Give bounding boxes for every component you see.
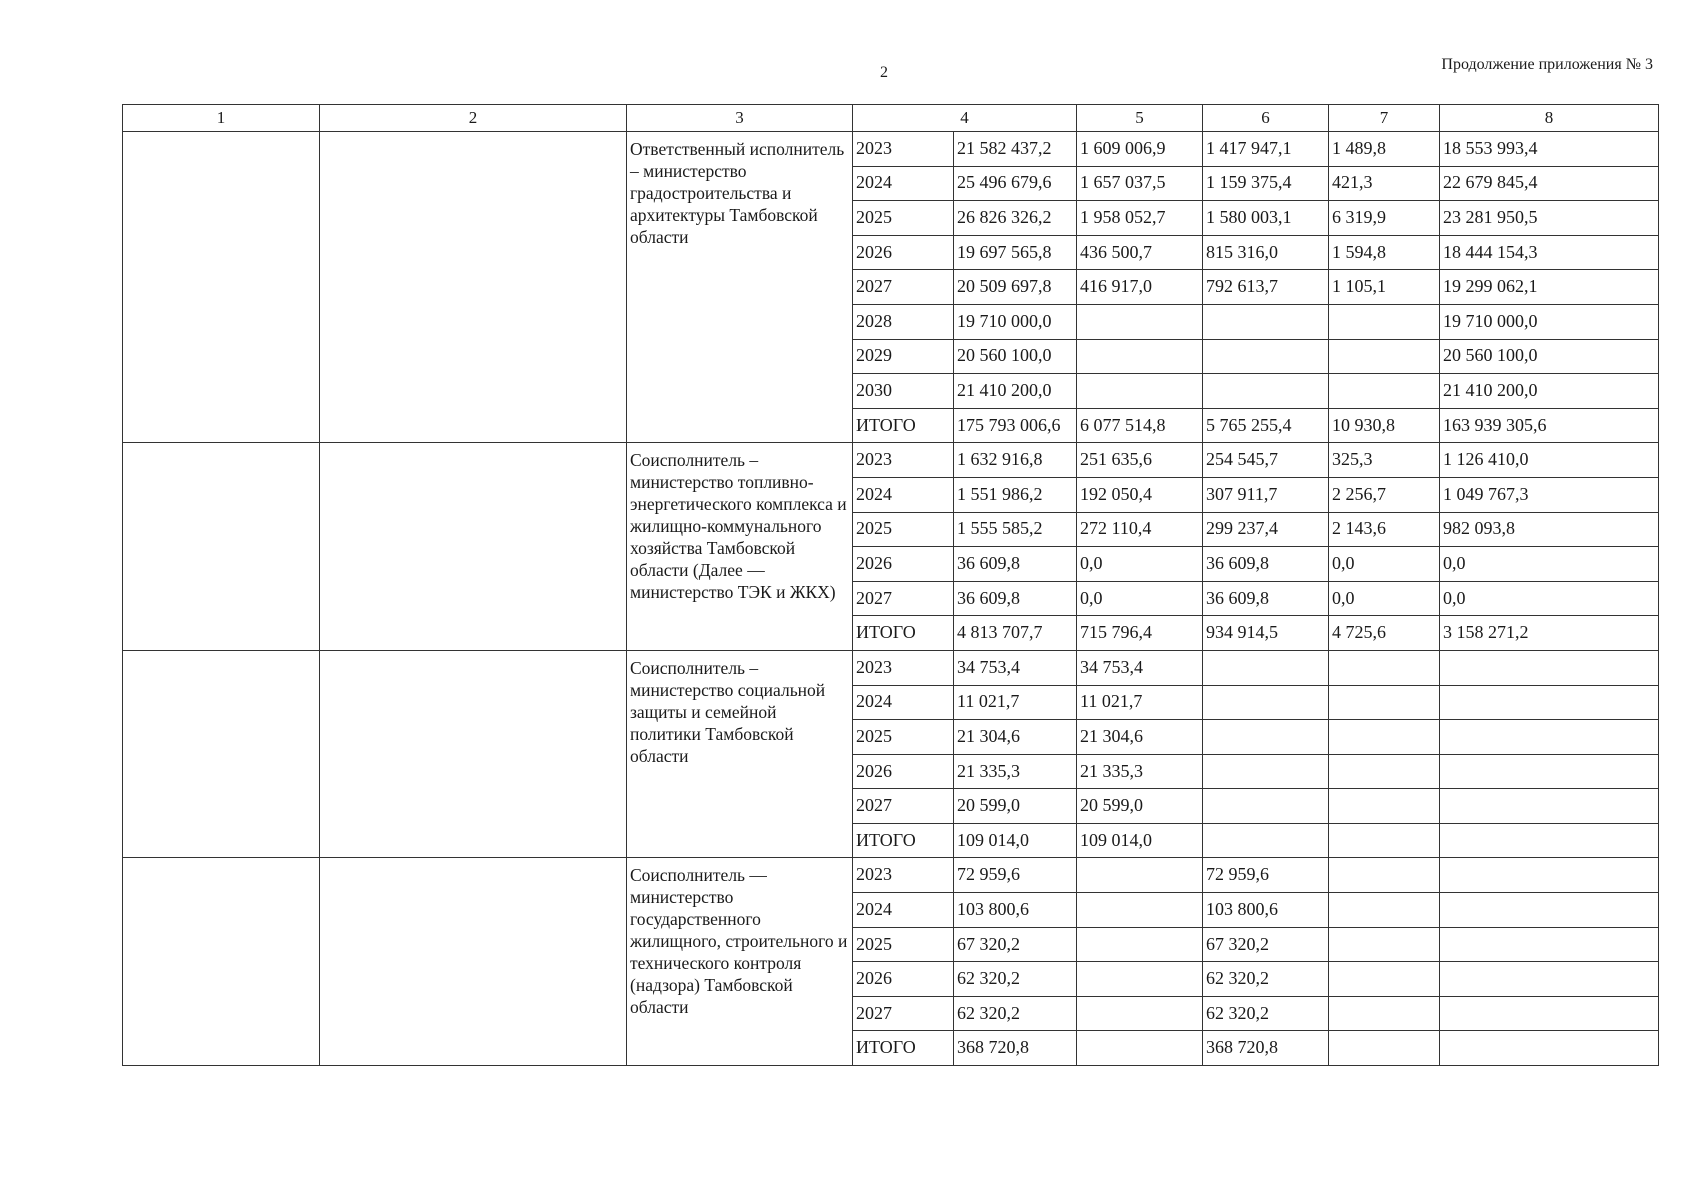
col7-amount-cell: 0,0: [1329, 581, 1440, 616]
year-cell: ИТОГО: [853, 408, 954, 443]
col7-amount-cell: [1329, 823, 1440, 858]
col7-amount-cell: [1329, 754, 1440, 789]
col7-amount-cell: 4 725,6: [1329, 616, 1440, 651]
column-header: 2: [320, 105, 627, 132]
total-amount-cell: 19 710 000,0: [954, 304, 1077, 339]
column-number-row: [123, 105, 1659, 132]
col6-amount-cell: 815 316,0: [1203, 235, 1329, 270]
year-cell: 2024: [853, 477, 954, 512]
total-amount-cell: 20 509 697,8: [954, 270, 1077, 305]
column-header: 8: [1440, 105, 1659, 132]
year-cell: ИТОГО: [853, 616, 954, 651]
column-header: 5: [1077, 105, 1203, 132]
total-amount-cell: 21 582 437,2: [954, 132, 1077, 167]
col6-amount-cell: 254 545,7: [1203, 443, 1329, 478]
total-amount-cell: 1 632 916,8: [954, 443, 1077, 478]
col7-amount-cell: 1 594,8: [1329, 235, 1440, 270]
col8-amount-cell: 19 299 062,1: [1440, 270, 1659, 305]
column-1-cell: [123, 650, 320, 858]
col7-amount-cell: [1329, 789, 1440, 824]
column-2-cell: [320, 132, 627, 443]
col8-amount-cell: [1440, 1031, 1659, 1066]
column-2-cell: [320, 858, 627, 1066]
column-2-cell: [320, 443, 627, 651]
year-cell: 2027: [853, 270, 954, 305]
year-cell: 2023: [853, 858, 954, 893]
col8-amount-cell: 18 444 154,3: [1440, 235, 1659, 270]
col5-amount-cell: 20 599,0: [1077, 789, 1203, 824]
col5-amount-cell: [1077, 962, 1203, 997]
column-header: 3: [627, 105, 853, 132]
column-2-cell: [320, 650, 627, 858]
year-cell: 2026: [853, 754, 954, 789]
col7-amount-cell: [1329, 720, 1440, 755]
year-cell: 2028: [853, 304, 954, 339]
col7-amount-cell: [1329, 304, 1440, 339]
column-1-cell: [123, 443, 320, 651]
column-1-cell: [123, 132, 320, 443]
col7-amount-cell: 10 930,8: [1329, 408, 1440, 443]
year-cell: 2023: [853, 132, 954, 167]
col6-amount-cell: 307 911,7: [1203, 477, 1329, 512]
col6-amount-cell: 792 613,7: [1203, 270, 1329, 305]
total-amount-cell: 109 014,0: [954, 823, 1077, 858]
col5-amount-cell: 1 657 037,5: [1077, 166, 1203, 201]
total-amount-cell: 21 410 200,0: [954, 374, 1077, 409]
col5-amount-cell: 436 500,7: [1077, 235, 1203, 270]
col5-amount-cell: 34 753,4: [1077, 650, 1203, 685]
total-amount-cell: 62 320,2: [954, 962, 1077, 997]
total-amount-cell: 20 560 100,0: [954, 339, 1077, 374]
total-amount-cell: 72 959,6: [954, 858, 1077, 893]
total-amount-cell: 1 555 585,2: [954, 512, 1077, 547]
col6-amount-cell: 36 609,8: [1203, 581, 1329, 616]
appendix-continuation-note: Продолжение приложения № 3: [1441, 56, 1653, 73]
year-cell: 2025: [853, 927, 954, 962]
total-amount-cell: 103 800,6: [954, 893, 1077, 928]
col8-amount-cell: 0,0: [1440, 581, 1659, 616]
total-amount-cell: 36 609,8: [954, 547, 1077, 582]
year-cell: ИТОГО: [853, 1031, 954, 1066]
col6-amount-cell: 62 320,2: [1203, 962, 1329, 997]
total-amount-cell: 21 335,3: [954, 754, 1077, 789]
col7-amount-cell: [1329, 374, 1440, 409]
col6-amount-cell: 103 800,6: [1203, 893, 1329, 928]
col8-amount-cell: [1440, 720, 1659, 755]
col7-amount-cell: [1329, 339, 1440, 374]
executor-cell: Соисполнитель – министерство топливно-энергетического комплекса и жилищно-коммунального хозяйства Тамбовской области (Далее — министерство ТЭК и ЖКХ): [627, 443, 853, 651]
total-amount-cell: 26 826 326,2: [954, 201, 1077, 236]
col5-amount-cell: 11 021,7: [1077, 685, 1203, 720]
col8-amount-cell: 19 710 000,0: [1440, 304, 1659, 339]
col6-amount-cell: [1203, 823, 1329, 858]
col7-amount-cell: [1329, 858, 1440, 893]
col8-amount-cell: 22 679 845,4: [1440, 166, 1659, 201]
col6-amount-cell: 1 417 947,1: [1203, 132, 1329, 167]
col7-amount-cell: 2 256,7: [1329, 477, 1440, 512]
col8-amount-cell: 18 553 993,4: [1440, 132, 1659, 167]
col6-amount-cell: [1203, 339, 1329, 374]
col8-amount-cell: 3 158 271,2: [1440, 616, 1659, 651]
total-amount-cell: 4 813 707,7: [954, 616, 1077, 651]
col7-amount-cell: 1 489,8: [1329, 132, 1440, 167]
col6-amount-cell: 1 580 003,1: [1203, 201, 1329, 236]
col5-amount-cell: 416 917,0: [1077, 270, 1203, 305]
col5-amount-cell: [1077, 339, 1203, 374]
column-header: 6: [1203, 105, 1329, 132]
col8-amount-cell: [1440, 858, 1659, 893]
executor-cell: Соисполнитель – министерство социальной защиты и семейной политики Тамбовской области: [627, 650, 853, 858]
col6-amount-cell: [1203, 650, 1329, 685]
year-cell: 2027: [853, 996, 954, 1031]
total-amount-cell: 25 496 679,6: [954, 166, 1077, 201]
year-cell: 2024: [853, 893, 954, 928]
column-header: 1: [123, 105, 320, 132]
year-cell: 2027: [853, 789, 954, 824]
col5-amount-cell: [1077, 858, 1203, 893]
col5-amount-cell: 715 796,4: [1077, 616, 1203, 651]
col7-amount-cell: [1329, 685, 1440, 720]
table-row: [123, 858, 1659, 893]
col7-amount-cell: 6 319,9: [1329, 201, 1440, 236]
total-amount-cell: 67 320,2: [954, 927, 1077, 962]
col6-amount-cell: [1203, 789, 1329, 824]
column-header: 7: [1329, 105, 1440, 132]
col8-amount-cell: [1440, 650, 1659, 685]
total-amount-cell: 21 304,6: [954, 720, 1077, 755]
col5-amount-cell: 21 335,3: [1077, 754, 1203, 789]
year-cell: 2029: [853, 339, 954, 374]
col6-amount-cell: 36 609,8: [1203, 547, 1329, 582]
col6-amount-cell: 934 914,5: [1203, 616, 1329, 651]
table-row: [123, 650, 1659, 685]
col5-amount-cell: [1077, 374, 1203, 409]
col7-amount-cell: [1329, 650, 1440, 685]
col8-amount-cell: [1440, 893, 1659, 928]
col8-amount-cell: 982 093,8: [1440, 512, 1659, 547]
col8-amount-cell: [1440, 996, 1659, 1031]
col5-amount-cell: [1077, 996, 1203, 1031]
year-cell: 2025: [853, 512, 954, 547]
page-number: 2: [880, 64, 888, 81]
col7-amount-cell: 2 143,6: [1329, 512, 1440, 547]
col5-amount-cell: [1077, 927, 1203, 962]
col8-amount-cell: 1 126 410,0: [1440, 443, 1659, 478]
year-cell: 2025: [853, 201, 954, 236]
col7-amount-cell: 421,3: [1329, 166, 1440, 201]
year-cell: 2026: [853, 235, 954, 270]
col5-amount-cell: 6 077 514,8: [1077, 408, 1203, 443]
col6-amount-cell: 1 159 375,4: [1203, 166, 1329, 201]
executor-cell: Ответственный исполнитель – министерство градостроительства и архитектуры Тамбовской области: [627, 132, 853, 443]
col5-amount-cell: [1077, 893, 1203, 928]
col7-amount-cell: 1 105,1: [1329, 270, 1440, 305]
column-1-cell: [123, 858, 320, 1066]
col8-amount-cell: [1440, 789, 1659, 824]
col5-amount-cell: 1 609 006,9: [1077, 132, 1203, 167]
col8-amount-cell: 23 281 950,5: [1440, 201, 1659, 236]
total-amount-cell: 20 599,0: [954, 789, 1077, 824]
col5-amount-cell: 192 050,4: [1077, 477, 1203, 512]
year-cell: 2023: [853, 443, 954, 478]
col7-amount-cell: 325,3: [1329, 443, 1440, 478]
col5-amount-cell: 272 110,4: [1077, 512, 1203, 547]
column-header: 4: [853, 105, 1077, 132]
total-amount-cell: 175 793 006,6: [954, 408, 1077, 443]
col8-amount-cell: [1440, 823, 1659, 858]
year-cell: 2025: [853, 720, 954, 755]
col8-amount-cell: [1440, 685, 1659, 720]
year-cell: 2024: [853, 685, 954, 720]
col6-amount-cell: 62 320,2: [1203, 996, 1329, 1031]
col7-amount-cell: 0,0: [1329, 547, 1440, 582]
col7-amount-cell: [1329, 1031, 1440, 1066]
col7-amount-cell: [1329, 962, 1440, 997]
col5-amount-cell: 109 014,0: [1077, 823, 1203, 858]
total-amount-cell: 62 320,2: [954, 996, 1077, 1031]
total-amount-cell: 11 021,7: [954, 685, 1077, 720]
table-row: [123, 443, 1659, 478]
col7-amount-cell: [1329, 893, 1440, 928]
col6-amount-cell: 72 959,6: [1203, 858, 1329, 893]
total-amount-cell: 34 753,4: [954, 650, 1077, 685]
col8-amount-cell: [1440, 927, 1659, 962]
col5-amount-cell: [1077, 304, 1203, 339]
executor-cell: Соисполнитель — министерство государственного жилищного, строительного и технического контроля (надзора) Тамбовской области: [627, 858, 853, 1066]
col8-amount-cell: 1 049 767,3: [1440, 477, 1659, 512]
col5-amount-cell: 21 304,6: [1077, 720, 1203, 755]
col6-amount-cell: 299 237,4: [1203, 512, 1329, 547]
year-cell: 2026: [853, 962, 954, 997]
total-amount-cell: 36 609,8: [954, 581, 1077, 616]
col5-amount-cell: 0,0: [1077, 581, 1203, 616]
col6-amount-cell: 368 720,8: [1203, 1031, 1329, 1066]
col8-amount-cell: 20 560 100,0: [1440, 339, 1659, 374]
table-body: [123, 132, 1659, 1066]
col8-amount-cell: [1440, 754, 1659, 789]
year-cell: 2023: [853, 650, 954, 685]
col5-amount-cell: 251 635,6: [1077, 443, 1203, 478]
col6-amount-cell: [1203, 374, 1329, 409]
col8-amount-cell: 0,0: [1440, 547, 1659, 582]
year-cell: ИТОГО: [853, 823, 954, 858]
col8-amount-cell: 163 939 305,6: [1440, 408, 1659, 443]
col6-amount-cell: [1203, 685, 1329, 720]
col6-amount-cell: 5 765 255,4: [1203, 408, 1329, 443]
col7-amount-cell: [1329, 927, 1440, 962]
year-cell: 2024: [853, 166, 954, 201]
col5-amount-cell: 0,0: [1077, 547, 1203, 582]
table-row: [123, 132, 1659, 167]
col5-amount-cell: 1 958 052,7: [1077, 201, 1203, 236]
col6-amount-cell: [1203, 304, 1329, 339]
year-cell: 2027: [853, 581, 954, 616]
total-amount-cell: 19 697 565,8: [954, 235, 1077, 270]
col8-amount-cell: 21 410 200,0: [1440, 374, 1659, 409]
col8-amount-cell: [1440, 962, 1659, 997]
funding-table: [122, 104, 1659, 1066]
total-amount-cell: 368 720,8: [954, 1031, 1077, 1066]
col6-amount-cell: 67 320,2: [1203, 927, 1329, 962]
col7-amount-cell: [1329, 996, 1440, 1031]
col5-amount-cell: [1077, 1031, 1203, 1066]
total-amount-cell: 1 551 986,2: [954, 477, 1077, 512]
col6-amount-cell: [1203, 754, 1329, 789]
col6-amount-cell: [1203, 720, 1329, 755]
year-cell: 2030: [853, 374, 954, 409]
year-cell: 2026: [853, 547, 954, 582]
